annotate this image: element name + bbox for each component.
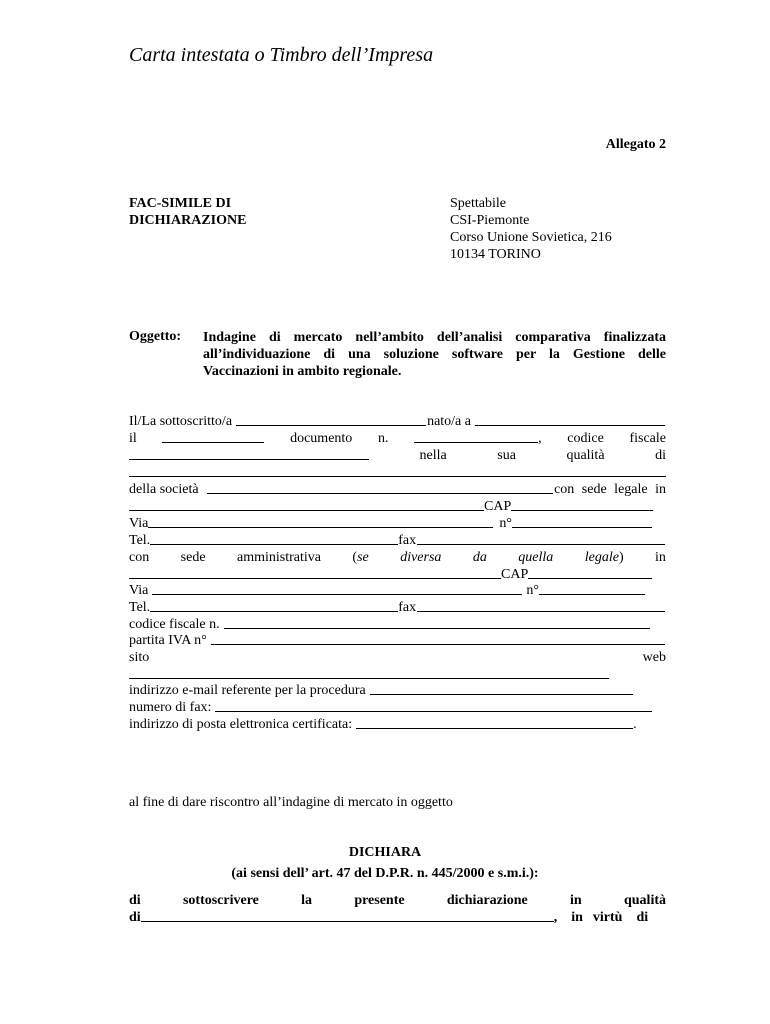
street-field-2[interactable]	[152, 582, 522, 595]
label-fiscale: fiscale	[629, 431, 666, 446]
document-type-line: FAC-SIMILE DI	[129, 196, 232, 211]
word: di	[129, 893, 141, 908]
form-line-cf	[129, 616, 666, 633]
label-tel: Tel.	[129, 533, 151, 548]
period: .	[633, 717, 637, 732]
word: presente	[354, 893, 405, 908]
form-line-pec	[129, 716, 666, 733]
company-field[interactable]	[207, 481, 554, 494]
label-da: da	[472, 550, 487, 565]
label-numero-fax: numero di fax:	[129, 700, 212, 715]
label-qualita: qualità	[566, 448, 605, 463]
cap-field-2[interactable]	[528, 566, 652, 579]
fiscal-code-field[interactable]	[129, 447, 369, 460]
document-number-field[interactable]	[414, 430, 538, 443]
pec-field[interactable]	[356, 716, 633, 729]
label-in: in	[655, 550, 666, 565]
form-line-email	[129, 682, 666, 699]
label-n: n.	[377, 431, 389, 446]
label-codice-fiscale: codice fiscale n.	[129, 617, 220, 632]
cap-field[interactable]	[511, 498, 653, 511]
capacity-field[interactable]	[141, 909, 554, 922]
form-line-qualita	[129, 447, 666, 464]
purpose-text: al fine di dare riscontro all’indagine di mercato in oggetto	[129, 795, 453, 810]
declaration-line-1	[129, 892, 666, 909]
label-cap-2: CAP	[501, 567, 529, 582]
label-numero: n°	[499, 516, 512, 531]
document-type	[129, 195, 246, 229]
form-line-piva	[129, 632, 666, 649]
recipient-line: Spettabile	[450, 196, 506, 211]
company-fiscal-code-field[interactable]	[224, 616, 650, 629]
word: virtù	[592, 910, 623, 925]
label-email-referente: indirizzo e-mail referente per la procedura	[129, 683, 366, 698]
role-field[interactable]	[129, 464, 666, 477]
street-field[interactable]	[148, 515, 493, 528]
label-sede: sede	[180, 550, 206, 565]
word: in	[570, 893, 582, 908]
fax-number-field[interactable]	[215, 699, 652, 712]
label-se: se	[357, 550, 369, 565]
label-amministrativa: amministrativa	[236, 550, 321, 565]
website-field[interactable]	[129, 666, 609, 679]
form-line-admin	[129, 549, 666, 566]
email-field[interactable]	[370, 682, 633, 695]
label-legale: legale	[584, 550, 619, 565]
phone-field[interactable]	[150, 532, 398, 545]
birthplace-field[interactable]	[475, 413, 665, 426]
comma: ,	[538, 431, 542, 446]
label-fax: fax	[398, 533, 417, 548]
label-via: Via	[129, 516, 149, 531]
label-via-2: Via	[129, 583, 149, 598]
label-sottoscritto: Il/La sottoscritto/a	[129, 414, 233, 429]
subject-label: Oggetto:	[129, 329, 182, 344]
letterhead: Carta intestata o Timbro dell’Impresa	[129, 44, 434, 66]
admin-city-field[interactable]	[129, 566, 501, 579]
form-line-tel-2	[129, 599, 666, 616]
label-sito: sito	[129, 650, 150, 665]
form-line-sito	[129, 649, 666, 666]
form-line-web	[129, 666, 666, 683]
form-line-company	[129, 481, 666, 498]
label-cap: CAP	[484, 499, 512, 514]
label-documento: documento	[290, 431, 353, 446]
form-line-name	[129, 413, 666, 430]
form-line-via	[129, 515, 666, 532]
recipient-line: Corso Unione Sovietica, 216	[450, 230, 612, 245]
name-field[interactable]	[236, 413, 426, 426]
form-line-role	[129, 464, 666, 481]
subject-text: Indagine di mercato nell’ambito dell’analisi comparativa finalizzata all’individuazione di una soluzione software per la Gestione delle Vaccinazioni in ambito regionale.	[203, 330, 666, 379]
fax-field-2[interactable]	[417, 599, 665, 612]
label-nella: nella	[419, 448, 447, 463]
birthdate-field[interactable]	[162, 430, 264, 443]
recipient-line: CSI-Piemonte	[450, 213, 530, 228]
label-sua: sua	[497, 448, 516, 463]
street-number-field[interactable]	[512, 515, 652, 528]
form-line-tel	[129, 532, 666, 549]
word: di	[636, 910, 649, 925]
label-tel-2: Tel.	[129, 600, 151, 615]
word: sottoscrivere	[182, 893, 259, 908]
fax-field[interactable]	[417, 532, 665, 545]
form-line-via-2	[129, 582, 666, 599]
legal-reference: (ai sensi dell’ art. 47 del D.P.R. n. 445/2000 e s.m.i.):	[231, 866, 539, 881]
paren-open: (	[352, 550, 358, 565]
label-fax-2: fax	[398, 600, 417, 615]
label-diversa: diversa	[400, 550, 442, 565]
label-nato: nato/a a	[427, 414, 471, 429]
form-line-fax-number	[129, 699, 666, 716]
label-sede-legale: con sede legale in	[554, 482, 666, 497]
label-pec: indirizzo di posta elettronica certificata:	[129, 717, 353, 732]
label-societa: della società	[129, 482, 199, 497]
declaration-line-2	[129, 909, 666, 926]
attachment-label: Allegato 2	[605, 137, 666, 152]
recipient-line: 10134 TORINO	[450, 247, 541, 262]
document-type-line: DICHIARAZIONE	[129, 213, 247, 228]
comma: ,	[553, 910, 558, 925]
label-quella: quella	[518, 550, 554, 565]
word: in	[571, 910, 583, 925]
legal-city-field[interactable]	[129, 498, 484, 511]
recipient-address	[450, 195, 612, 263]
label-partita-iva: partita IVA n°	[129, 633, 207, 648]
declaration-heading: DICHIARA	[348, 845, 422, 860]
vat-number-field[interactable]	[211, 632, 665, 645]
phone-field-2[interactable]	[150, 599, 398, 612]
word: la	[301, 893, 313, 908]
label-con: con	[129, 550, 150, 565]
label-di: di	[655, 448, 666, 463]
word: dichiarazione	[446, 893, 528, 908]
form-line-cap-2	[129, 566, 666, 583]
form-line-birthdate	[129, 430, 666, 447]
form-line-cap	[129, 498, 666, 515]
label-numero-2: n°	[526, 583, 539, 598]
word: qualità	[623, 893, 666, 908]
street-number-field-2[interactable]	[539, 582, 645, 595]
label-codice: codice	[567, 431, 604, 446]
label-il: il	[129, 431, 137, 446]
label-web: web	[642, 650, 666, 665]
word: di	[129, 910, 141, 925]
paren-close: )	[618, 550, 624, 565]
